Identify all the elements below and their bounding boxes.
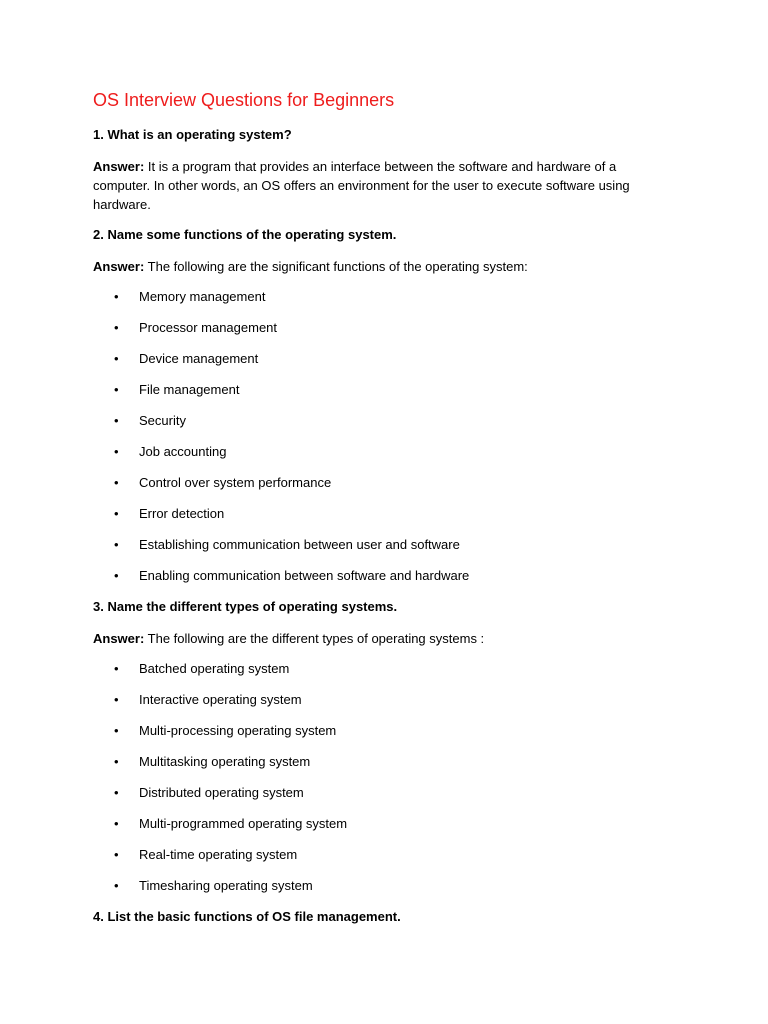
answer-1-text: It is a program that provides an interface between the software and hardware of a computer. In other words, an OS offers an environment for the user to execute software using hardware.	[93, 159, 630, 212]
list-item: • Real-time operating system	[114, 847, 298, 862]
list-item: • Multi-processing operating system	[114, 723, 337, 738]
list-item: • Batched operating system	[114, 661, 290, 676]
list-item: • Control over system performance	[114, 475, 332, 490]
bullet-icon: •	[114, 506, 119, 521]
answer-2-text: The following are the significant functions of the operating system:	[144, 259, 528, 274]
list-item: • Establishing communication between user and software	[114, 537, 460, 552]
question-4: 4. List the basic functions of OS file management.	[93, 909, 401, 924]
bullet-icon: •	[114, 754, 119, 769]
answer-2	[93, 257, 653, 276]
document-page	[93, 88, 653, 939]
list-item: • Job accounting	[114, 444, 227, 459]
bullet-icon: •	[114, 878, 119, 893]
list-item: • Error detection	[114, 506, 225, 521]
bullet-icon: •	[114, 320, 119, 335]
question-2: 2. Name some functions of the operating system.	[93, 227, 397, 242]
bullet-icon: •	[114, 537, 119, 552]
question-3: 3. Name the different types of operating systems.	[93, 599, 398, 614]
question-1: 1. What is an operating system?	[93, 127, 292, 142]
answer-label: Answer:	[93, 631, 145, 646]
list-item: • Security	[114, 413, 186, 428]
bullet-icon: •	[114, 351, 119, 366]
bullet-icon: •	[114, 785, 119, 800]
page-title: OS Interview Questions for Beginners	[93, 90, 395, 110]
list-item: • Enabling communication between software and hardware	[114, 568, 470, 583]
bullet-icon: •	[114, 475, 119, 490]
functions-list	[93, 288, 653, 598]
list-item: • Timesharing operating system	[114, 878, 313, 893]
bullet-icon: •	[114, 568, 119, 583]
list-item: • Processor management	[114, 320, 278, 335]
answer-label: Answer:	[93, 259, 145, 274]
os-types-list	[93, 660, 653, 908]
list-item: • File management	[114, 382, 240, 397]
answer-3	[93, 629, 653, 648]
bullet-icon: •	[114, 723, 119, 738]
answer-3-text: The following are the different types of operating systems :	[144, 631, 485, 646]
bullet-icon: •	[114, 816, 119, 831]
bullet-icon: •	[114, 413, 119, 428]
list-item: • Memory management	[114, 289, 266, 304]
answer-label: Answer:	[93, 159, 145, 174]
list-item: • Interactive operating system	[114, 692, 302, 707]
bullet-icon: •	[114, 692, 119, 707]
bullet-icon: •	[114, 444, 119, 459]
bullet-icon: •	[114, 289, 119, 304]
list-item: • Multi-programmed operating system	[114, 816, 348, 831]
bullet-icon: •	[114, 382, 119, 397]
list-item: • Distributed operating system	[114, 785, 304, 800]
bullet-icon: •	[114, 661, 119, 676]
answer-1	[93, 157, 653, 214]
list-item: • Device management	[114, 351, 259, 366]
list-item: • Multitasking operating system	[114, 754, 311, 769]
bullet-icon: •	[114, 847, 119, 862]
